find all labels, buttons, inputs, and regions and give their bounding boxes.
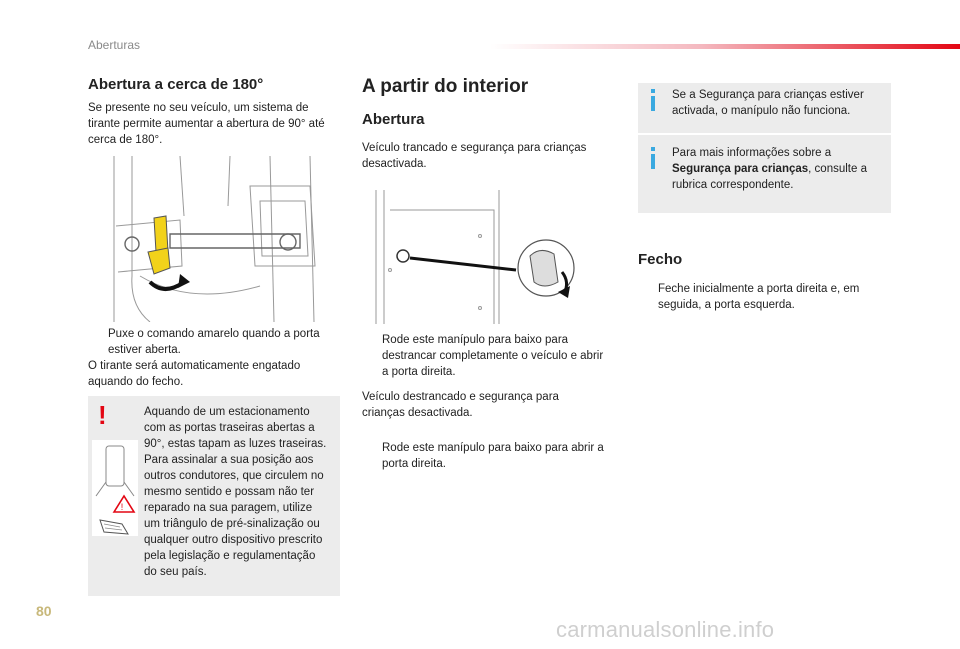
svg-text:!: ! <box>120 502 124 512</box>
unlocked-paragraph: Veículo destrancado e segurança para crianças desactivada. <box>362 391 559 419</box>
warning-text: Aquando de um estacionamento com as portas traseiras abertas a 90°, estas tapam as luzes traseiras. Para assinalar a sua posição aos outros condutores, que circulem no mesmo sentido e possam não ter reparado na sua paragem, utilize um triângulo de pré-sinalização ou qualquer outro dispositivo prescrito pela legislação e regulamentação do seu país. <box>144 406 327 578</box>
bullet-rotate-open: Rode este manípulo para baixo para abrir a porta direita. <box>362 440 622 472</box>
bullet-rotate-unlock: Rode este manípulo para baixo para destrancar completamente o veículo e abrir a porta direita. <box>362 332 622 380</box>
door-stay-illustration <box>110 156 332 322</box>
watermark: carmanualsonline.info <box>556 617 775 642</box>
bullet-mark <box>362 440 382 472</box>
interior-handle-drawing <box>374 190 598 324</box>
info-icon <box>648 147 658 169</box>
warning-exclamation-icon: ! <box>98 400 107 430</box>
locked-paragraph: Veículo trancado e segurança para crianças desactivada. <box>362 142 587 170</box>
bullet-pull-yellow: Puxe o comando amarelo quando a porta estiver aberta. <box>88 326 338 358</box>
bullet-mark <box>88 326 108 358</box>
bullet-mark <box>362 332 382 380</box>
bullet-close-order: Feche inicialmente a porta direita e, em seguida, a porta esquerda. <box>638 281 891 313</box>
info-box <box>638 83 891 213</box>
warning-box <box>88 396 340 596</box>
heading-abertura: Abertura <box>362 111 425 128</box>
info-icon <box>648 89 658 111</box>
intro-paragraph: Se presente no seu veículo, um sistema de tirante permite aumentar a abertura de 90° até cerca de 180°. <box>88 102 325 146</box>
bullet-mark <box>638 281 658 313</box>
header-accent-bar <box>490 44 960 49</box>
info-divider <box>638 133 891 135</box>
interior-handle-illustration <box>374 190 598 324</box>
auto-engage-paragraph: O tirante será automaticamente engatado aquando do fecho. <box>88 360 301 388</box>
section-title: Aberturas <box>88 38 141 52</box>
heading-fecho: Fecho <box>638 251 683 268</box>
info-more-details: Para mais informações sobre a Segurança para crianças, consulte a rubrica correspondente. <box>672 147 867 191</box>
page-number: 80 <box>36 603 52 619</box>
heading-interior: A partir do interior <box>362 76 529 97</box>
info-child-safety: Se a Segurança para crianças estiver activada, o manípulo não funciona. <box>672 89 864 117</box>
heading-180: Abertura a cerca de 180° <box>88 76 264 93</box>
parked-van-icon <box>92 440 138 536</box>
door-stay-drawing <box>110 156 332 322</box>
